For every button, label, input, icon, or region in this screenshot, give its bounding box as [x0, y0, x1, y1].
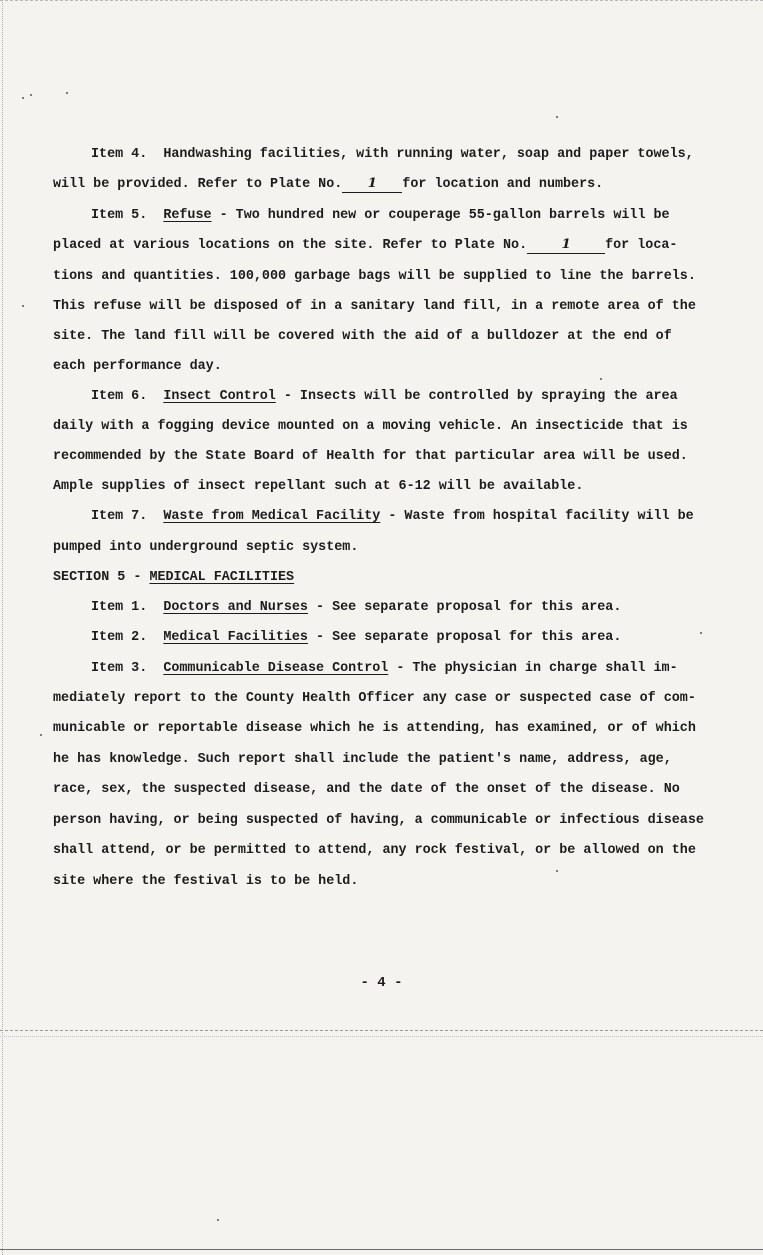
- speck: [600, 378, 602, 380]
- speck: [30, 94, 32, 96]
- item5-label: Item 5.: [91, 208, 148, 223]
- item4-text: will be provided. Refer to Plate No.: [53, 177, 343, 192]
- s5-item3-heading: Communicable Disease Control: [163, 661, 389, 676]
- plate-number: 1: [561, 236, 571, 252]
- page-number: - 4 -: [360, 975, 403, 991]
- item5-line: This refuse will be disposed of in a sanitary land fill, in a remote area of the: [53, 299, 696, 314]
- section-heading: [53, 569, 693, 587]
- section-title: MEDICAL FACILITIES: [149, 570, 295, 585]
- item7-line: pumped into underground septic system.: [53, 540, 359, 555]
- item6-heading: Insect Control: [163, 389, 276, 404]
- item6-label: Item 6.: [91, 389, 148, 404]
- item5-text: placed at various locations on the site. Refer to Plate No.: [53, 238, 528, 253]
- fold-line-shadow: [0, 1036, 763, 1037]
- s5-item3-line: site where the festival is to be held.: [53, 874, 359, 889]
- page-bottom-edge: [0, 1249, 763, 1250]
- s5-item2-text: - See separate proposal for this area.: [307, 630, 622, 645]
- fold-line: [0, 1030, 763, 1031]
- item7-heading: Waste from Medical Facility: [163, 509, 381, 524]
- item4-line-1: [91, 146, 731, 164]
- item5-line-1: [91, 207, 731, 225]
- item5-line: each performance day.: [53, 359, 222, 374]
- s5-item1-line: [91, 599, 731, 617]
- speck: [40, 734, 42, 736]
- item6-line: daily with a fogging device mounted on a moving vehicle. An insecticide that is: [53, 419, 688, 434]
- s5-item1-label: Item 1.: [91, 600, 148, 615]
- item5-text: for loca-: [605, 238, 678, 253]
- plate-number-blank: [342, 176, 402, 193]
- page-left-edge: [2, 0, 3, 1255]
- item5-line-2: [53, 237, 693, 255]
- item4-text: Handwashing facilities, with running water, soap and paper towels,: [163, 147, 694, 162]
- s5-item1-heading: Doctors and Nurses: [163, 600, 308, 615]
- item5-text: - Two hundred new or couperage 55-gallon barrels will be: [211, 208, 670, 223]
- s5-item3-line: mediately report to the County Health Officer any case or suspected case of com-: [53, 691, 696, 706]
- s5-item1-text: - See separate proposal for this area.: [307, 600, 622, 615]
- speck: [22, 305, 24, 307]
- item5-line: site. The land fill will be covered with the aid of a bulldozer at the end of: [53, 329, 672, 344]
- item6-line: Ample supplies of insect repellant such at 6-12 will be available.: [53, 479, 584, 494]
- item4-line-2: [53, 176, 693, 194]
- plate-number-blank: [527, 237, 605, 254]
- item4-text: for location and numbers.: [402, 177, 604, 192]
- s5-item3-line: race, sex, the suspected disease, and the date of the onset of the disease. No: [53, 782, 680, 797]
- s5-item2-line: [91, 629, 731, 647]
- item5-line: tions and quantities. 100,000 garbage bags will be supplied to line the barrels.: [53, 269, 696, 284]
- page-top-edge: [0, 0, 763, 1]
- section-prefix: SECTION 5 -: [53, 570, 150, 585]
- plate-number: 1: [367, 175, 377, 191]
- s5-item3-label: Item 3.: [91, 661, 148, 676]
- speck: [217, 1219, 219, 1221]
- s5-item3-line: municable or reportable disease which he is attending, has examined, or of which: [53, 721, 696, 736]
- speck: [22, 97, 24, 99]
- item6-text: - Insects will be controlled by spraying the area: [275, 389, 678, 404]
- s5-item3-line: shall attend, or be permitted to attend, any rock festival, or be allowed on the: [53, 843, 696, 858]
- s5-item2-heading: Medical Facilities: [163, 630, 308, 645]
- item7-line-1: [91, 508, 731, 526]
- item6-line: recommended by the State Board of Health for that particular area will be used.: [53, 449, 688, 464]
- item4-label: Item 4.: [91, 147, 148, 162]
- speck: [556, 116, 558, 118]
- s5-item3-text: - The physician in charge shall im-: [388, 661, 678, 676]
- item7-text: - Waste from hospital facility will be: [380, 509, 694, 524]
- item6-line-1: [91, 388, 731, 406]
- s5-item3-line-1: [91, 660, 731, 678]
- item7-label: Item 7.: [91, 509, 148, 524]
- s5-item3-line: he has knowledge. Such report shall include the patient's name, address, age,: [53, 752, 672, 767]
- s5-item2-label: Item 2.: [91, 630, 148, 645]
- s5-item3-line: person having, or being suspected of having, a communicable or infectious disease: [53, 813, 704, 828]
- speck: [556, 870, 558, 872]
- speck: [66, 92, 68, 94]
- item5-heading: Refuse: [163, 208, 212, 223]
